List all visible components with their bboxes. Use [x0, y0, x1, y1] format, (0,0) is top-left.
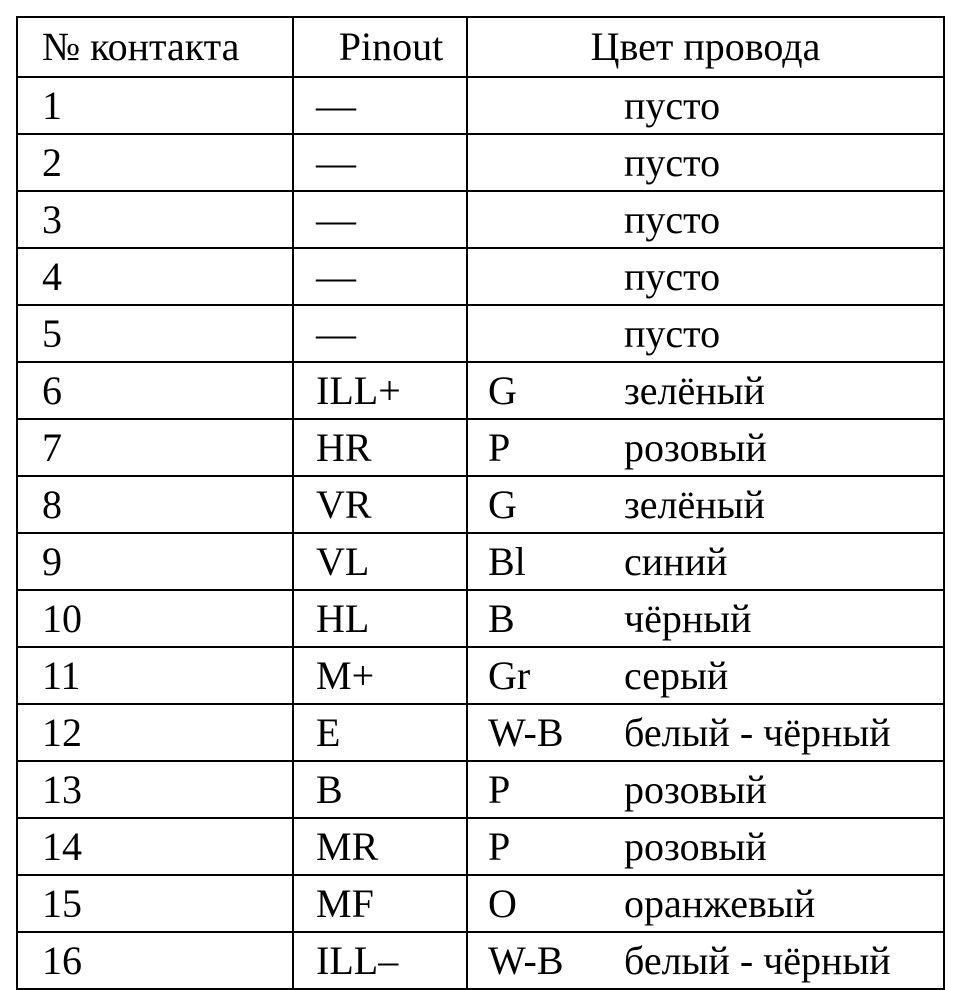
wire-color-cell: [467, 305, 944, 362]
wire-color-name: белый - чёрный: [624, 937, 891, 983]
wire-color-name: зелёный: [624, 367, 765, 413]
wire-color-name: пусто: [624, 310, 721, 356]
table-row: [17, 533, 944, 590]
pinout-cell: —: [293, 77, 467, 134]
pinout-cell: —: [293, 248, 467, 305]
wire-color-code: G: [488, 481, 517, 527]
header-wire-color: Цвет провода: [467, 17, 944, 77]
wire-color-code: W-B: [488, 709, 564, 755]
table-row: [17, 419, 944, 476]
wire-color-name: синий: [624, 538, 728, 584]
wire-color-cell: [467, 818, 944, 875]
wire-color-cell: [467, 875, 944, 932]
pin-number-cell: 5: [17, 305, 293, 362]
pin-number-cell: 2: [17, 134, 293, 191]
pinout-cell: HR: [293, 419, 467, 476]
wire-color-cell: [467, 77, 944, 134]
pinout-cell: VR: [293, 476, 467, 533]
table-row: [17, 248, 944, 305]
wire-color-cell: [467, 590, 944, 647]
pin-number-cell: 13: [17, 761, 293, 818]
table-row: [17, 761, 944, 818]
table-row: [17, 476, 944, 533]
wire-color-cell: [467, 476, 944, 533]
table-row: [17, 590, 944, 647]
wire-color-name: розовый: [624, 766, 767, 812]
pinout-cell: ILL–: [293, 932, 467, 989]
wire-color-name: пусто: [624, 82, 721, 128]
table-row: [17, 77, 944, 134]
pin-number-cell: 8: [17, 476, 293, 533]
wire-color-code: Bl: [488, 538, 526, 584]
pin-number-cell: 15: [17, 875, 293, 932]
pinout-cell: —: [293, 191, 467, 248]
table-row: [17, 134, 944, 191]
pin-number-cell: 14: [17, 818, 293, 875]
pin-number-cell: 9: [17, 533, 293, 590]
pinout-cell: E: [293, 704, 467, 761]
pin-number-cell: 12: [17, 704, 293, 761]
header-row: [17, 17, 944, 77]
table-row: [17, 647, 944, 704]
table-row: [17, 875, 944, 932]
table-row: [17, 818, 944, 875]
wire-color-code: P: [488, 823, 511, 869]
wire-color-name: розовый: [624, 424, 767, 470]
wire-color-name: зелёный: [624, 481, 765, 527]
pinout-cell: HL: [293, 590, 467, 647]
wire-color-cell: [467, 134, 944, 191]
wire-color-name: серый: [624, 652, 729, 698]
pinout-table: [16, 16, 945, 990]
wire-color-code: Gr: [488, 652, 531, 698]
table-row: [17, 362, 944, 419]
pin-number-cell: 7: [17, 419, 293, 476]
wire-color-cell: [467, 191, 944, 248]
pin-number-cell: 4: [17, 248, 293, 305]
table-row: [17, 305, 944, 362]
pinout-cell: —: [293, 305, 467, 362]
pinout-cell: —: [293, 134, 467, 191]
wire-color-cell: [467, 761, 944, 818]
wire-color-cell: [467, 647, 944, 704]
header-pin-number: № контакта: [17, 17, 293, 77]
pinout-cell: ILL+: [293, 362, 467, 419]
pin-number-cell: 11: [17, 647, 293, 704]
table-row: [17, 932, 944, 989]
wire-color-code: P: [488, 424, 511, 470]
pin-number-cell: 6: [17, 362, 293, 419]
wire-color-name: розовый: [624, 823, 767, 869]
wire-color-code: P: [488, 766, 511, 812]
pinout-cell: B: [293, 761, 467, 818]
wire-color-name: пусто: [624, 253, 721, 299]
wire-color-name: оранжевый: [624, 880, 816, 926]
pinout-cell: MR: [293, 818, 467, 875]
wire-color-cell: [467, 932, 944, 989]
wire-color-cell: [467, 419, 944, 476]
wire-color-name: чёрный: [624, 595, 752, 641]
wire-color-name: пусто: [624, 139, 721, 185]
header-pinout: Pinout: [293, 17, 467, 77]
table-row: [17, 704, 944, 761]
pin-number-cell: 3: [17, 191, 293, 248]
wire-color-code: G: [488, 367, 517, 413]
pinout-cell: M+: [293, 647, 467, 704]
wire-color-name: белый - чёрный: [624, 709, 891, 755]
wire-color-code: W-B: [488, 937, 564, 983]
wire-color-code: O: [488, 880, 517, 926]
wire-color-name: пусто: [624, 196, 721, 242]
pin-number-cell: 16: [17, 932, 293, 989]
pin-number-cell: 10: [17, 590, 293, 647]
pinout-cell: MF: [293, 875, 467, 932]
table-row: [17, 191, 944, 248]
wire-color-cell: [467, 533, 944, 590]
table-body: [17, 77, 944, 989]
pinout-cell: VL: [293, 533, 467, 590]
wire-color-cell: [467, 704, 944, 761]
pin-number-cell: 1: [17, 77, 293, 134]
wire-color-cell: [467, 362, 944, 419]
table-header: [17, 17, 944, 77]
wire-color-code: B: [488, 595, 515, 641]
wire-color-cell: [467, 248, 944, 305]
